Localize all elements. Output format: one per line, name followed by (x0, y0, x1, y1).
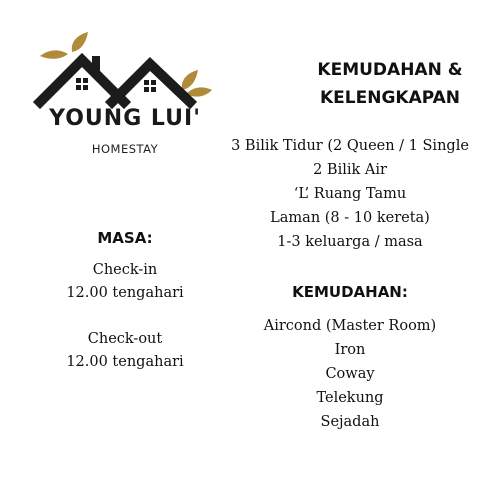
facility-item: 2 Bilik Air (313, 162, 387, 178)
amenities-heading: KEMUDAHAN: (292, 283, 408, 301)
checkin-time: 12.00 tengahari (66, 285, 184, 301)
masa-times (40, 259, 210, 374)
amenity-item: Coway (325, 366, 375, 382)
checkout-time: 12.00 tengahari (66, 354, 184, 370)
facilities-list (220, 134, 480, 254)
spacer (40, 305, 210, 328)
amenity-item: Aircond (Master Room) (263, 318, 437, 334)
amenity-item: Telekung (316, 390, 384, 406)
brand-tagline: HOMESTAY (91, 142, 159, 156)
brand-name: YOUNG LUI' (49, 106, 201, 131)
checkout-label: Check-out (87, 331, 163, 347)
facility-item: 3 Bilik Tidur (2 Queen / 1 Single (231, 138, 469, 154)
house-roof-icon (40, 60, 190, 102)
facilities-heading-line2: KELENGKAPAN (319, 88, 461, 108)
window-icon (144, 80, 156, 92)
checkin-label: Check-in (92, 262, 158, 278)
amenities-list (240, 314, 460, 434)
facilities-heading (285, 56, 495, 112)
facility-item: ‘L’ Ruang Tamu (293, 186, 407, 202)
amenity-item: Sejadah (320, 414, 380, 430)
window-icon (76, 78, 88, 90)
facility-item: Laman (8 - 10 kereta) (270, 210, 430, 226)
amenity-item: Iron (334, 342, 366, 358)
facility-item: 1-3 keluarga / masa (277, 234, 423, 250)
facilities-heading-line1: KEMUDAHAN & (317, 60, 463, 80)
chimney-icon (92, 56, 100, 72)
masa-heading: MASA: (97, 229, 153, 247)
